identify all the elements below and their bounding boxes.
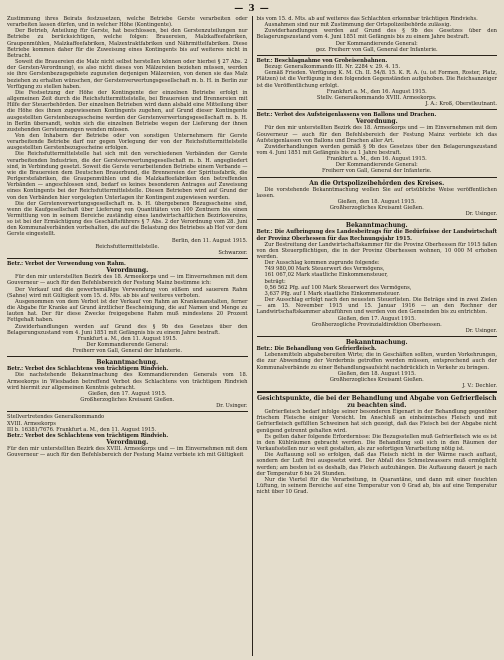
left-text-block: Für den mir unterstellten Bezirk des XVIII. Armeekorps und — im Einvernehmen mit dem Gouverneur — auch für den Befehlsbereich der Festung Mainz verbiete ich mit Gültigkeit bbox=[7, 446, 248, 459]
section-divider bbox=[7, 411, 248, 412]
left-text-block: Stellvertretendes Generalkommando bbox=[7, 414, 105, 421]
right-text-block: beträgt: bbox=[264, 278, 286, 285]
columns bbox=[7, 16, 497, 656]
right-text-block: Verordnung. bbox=[355, 118, 398, 126]
left-column bbox=[7, 16, 252, 656]
section-divider bbox=[257, 219, 498, 220]
left-text-block: Die Reichsfuttermittelstelle hat sich mit den verschiedenen Verbänden der Gerste verarbeitenden Industrien, die der Gersteverwertungsgesellschaft m. b. H. angegliedert sind, in Verbindung gesetzt. Soweit die Gerste verarbeitenden Betriebe einem Verbande — wie die Brauereien dem Deutschen Brauerbund, die Brennereien der Spiritusfabrik, die Perlgerstefabriken, die Graupenmühlen und die Malzkaffeefabriken den betreffenden Verbänden — angeschlossen sind, bedarf es keines besonderen Antrages auf Zuweisung eines Kontingents bei der Reichsfuttermittelstelle. Diesen Betrieben wird auf Grund der von den Verbänden hier vorgelegten Unterlagen ihr Kontingent zugewiesen werden. bbox=[7, 151, 248, 201]
section-divider bbox=[7, 258, 248, 259]
right-text-block: Frankfurt a. M., den 16. August 1915. bbox=[326, 156, 427, 163]
right-text-block: J. V.: Dechler. bbox=[462, 382, 497, 389]
right-text-block: Nur die Viertel für die Verarbeitung, in Quarantäne, und dann mit einer feuchten Lüftung, in seinem Bereiche auf eine Temperatur von 0 Grad ab, bis auf eine Temperatur nicht über 10 Grad. bbox=[256, 476, 497, 496]
left-text-block: Betr.: Verbot des Schlachtens von trächtigem Rindvieh. bbox=[7, 366, 169, 373]
right-text-block: Gießen, den 17. August 1915. bbox=[337, 315, 416, 322]
right-text-block: Gießen, den 18. August 1915. bbox=[337, 198, 416, 205]
left-text-block: Reichsfuttermittelstelle. bbox=[95, 243, 160, 250]
right-text-block: Bekanntmachung. bbox=[345, 222, 408, 230]
section-divider bbox=[257, 177, 498, 178]
left-text-block: Die Festsetzung der Höhe der Kontingente der einzelnen Betriebe erfolgt in allgemeinen Zeit durch die Reichsfuttermittelstelle, bei Brauereien und Brennereien mit Hilfe der Steuerbehörden. Der einzelnen Betrieben wird dann alsbald eine Mitteilung über die Höhe des ihnen zugewiesenen Kontingents zugehen, auf Grund dieser Kontingente ausgestellten Gerstenbezugsscheine werden der Gerstenverwertungsgesellschaft m. b. H. in Berlin übersandt, wohin sich die einzelnen Betriebe wegen der Lieferung der ihnen zustehenden Gerstenmengen wenden müssen. bbox=[7, 89, 248, 133]
right-text-block: Gesichtspunkte, die bei der Behandlung und Abgabe von Gefrierfleisch zu beachten sind. bbox=[257, 395, 497, 410]
left-text-block: Gießen, den 17. August 1915. bbox=[88, 390, 167, 397]
right-text-block: Dr. Usinger. bbox=[465, 327, 497, 334]
right-text-block: Dr. Usinger. bbox=[465, 211, 497, 218]
left-text-block: Der Verkauf und die gewerbsmäßige Verwendung von süßem und sauerem Rahm (Sahne) wird mit Gültigkeit vom 15. d. Mts. ab bis auf weiteres verboten. bbox=[7, 286, 248, 299]
right-text-block: Großherzogliche Provinzialdirektion Oberhessen. bbox=[311, 321, 442, 328]
left-text-block: III b. 16381/7676. Frankfurt a. M., den 11. August 1915. bbox=[7, 426, 157, 433]
right-text-block: Gießen, den 18. August 1915. bbox=[337, 370, 416, 377]
left-text-block: Großherzogliches Kreisamt Gießen. bbox=[80, 397, 175, 404]
right-text-block: Stellv. Generalkommando XVIII. Armeekorps. bbox=[316, 94, 437, 101]
right-text-block: Bezug: Generalkommando III. Nr. 2284 v. 29. 4. 15. bbox=[264, 64, 401, 71]
left-text-block: Bekanntmachung. bbox=[96, 359, 159, 367]
right-text-block: Die vorstehende Bekanntmachung wollen Sie auf ortsübliche Weise veröffentlichen lassen. bbox=[256, 186, 497, 199]
right-text-block: Für den mir unterstellten Bezirk des 18. Armeekorps und — im Einvernehmen mit dem Gouverneur — auch für den Befehlsbereich der Festung Mainz verbiete ich das Aufsteigenlassen von Ballons und Drachen aller Art. bbox=[256, 125, 497, 144]
left-text-block: Für den mir unterstellten Bezirk des 18. Armeekorps und — im Einvernehmen mit dem Gouverneur — auch für den Befehlsbereich der Festung Mainz bestimme ich: bbox=[7, 274, 248, 287]
right-text-block: Freiherr von Gall, General der Infanterie. bbox=[321, 168, 432, 175]
right-text-block: Frankfurt a. M., den 16. August 1915. bbox=[326, 88, 427, 95]
left-text-block: Freiherr von Gall, General der Infanterie. bbox=[72, 348, 182, 355]
right-text-block: Der Ausschlag kommen zugrunde folgende: bbox=[264, 260, 380, 267]
right-text-block: Betr.: Verbot des Aufsteigenlassens von Ballons und Drachen. bbox=[256, 112, 437, 119]
left-text-block: Verordnung. bbox=[106, 439, 149, 446]
right-text-block: gez. Freiherr von Gall, General der Infanterie. bbox=[315, 46, 438, 53]
page-number: — 3 — bbox=[234, 4, 270, 14]
right-text-block: Der Kommandierende General: bbox=[335, 162, 418, 169]
left-text-block: Betr.: Verbot der Verwendung von Rahm. bbox=[7, 261, 126, 268]
right-text-block: Großherzogliches Kreisamt Gießen. bbox=[329, 376, 424, 383]
right-text-block: Gefrierfleisch bedarf infolge seiner besonderen Eigenart in der Behandlung gegenüber frischem Fleische einiger Vorsicht. Im Anschluß an einheimisches Fleisch und mit Gefrierfleisch gefüllten Schweinen hat sich gezeigt, daß das Fleisch bei der Abgabe nicht genügend getrennt gehalten wird. bbox=[256, 409, 497, 434]
right-text-block: 161 067,02 Mark staatliche Einkommensteuer, bbox=[264, 272, 388, 279]
right-text-block: Zuwiderhandlungen werden gemäß § 9b des Gesetzes über den Belagerungszustand vom 4. Juni 1851 mit Gefängnis bis zu 1 Jahre bestraft. bbox=[256, 143, 497, 156]
right-text-block: Ausnahmen sind nur mit Zustimmung der Ortspolizeibehörde zulässig. bbox=[264, 22, 451, 29]
section-divider bbox=[257, 109, 498, 110]
right-text-block: Betr.: Die Behandlung von Gefrierfleisch. bbox=[256, 346, 377, 353]
right-text-block: 0,56 562 Pfg. auf 100 Mark Steuerwert des Vermögens, bbox=[264, 284, 412, 291]
section-divider bbox=[7, 356, 248, 357]
right-text-block: J. A.: Kroß, Oberstleutnant. bbox=[425, 101, 497, 108]
right-text-block: Lebensmitteln abgabebereiten Wirte; die in Geschäften sollten, wurden Vorkehrungen, die zur Abwendung der Verderbnis getroffen werden müssen, entsprechend auch der Kommunalverbände zu einer Behandlungsaufsicht nachdrücklich in Verkehr zu bringen. bbox=[256, 352, 497, 371]
left-text-block: Verordnung. bbox=[106, 267, 149, 275]
left-text-block: Zustimmung ihres Beirats festzusetzen, welche Betriebe Gerste verarbeiten oder verarbeiten lassen dürfen, und in welcher Höhe (Kontingente). bbox=[7, 16, 248, 29]
section-divider bbox=[257, 55, 498, 56]
section-divider bbox=[257, 336, 498, 337]
left-text-block: Ausgenommen von dem Verbot ist der Verkauf von Rahm an Krankenanstalten, ferner die Abgabe für Kranke auf Grund ärztlicher Bescheinigung, die auf Namen und Menge zu lauten hat. Der für diese Zwecke freigegebene Rahm muß mindestens 20 Prozent Fettgehalt haben. bbox=[7, 298, 248, 324]
right-text-block: 3,637 Pfg. auf 1 Mark staatliche Einkommensteuer. bbox=[264, 290, 401, 297]
left-text-block: Die nachstehende Bekanntmachung des Kommandierenden Generals vom 18. Armeekorps in Wiesbaden betreffend Verbot des Schlachtens von trächtigem Rindvieh wird hiermit zur allgemeinen Kenntnis gebracht. bbox=[7, 372, 248, 391]
right-text-block: Der Kommandierende General: bbox=[335, 40, 418, 47]
right-text-block: Die Auftauung soll so erfolgen, daß das Fleisch nicht in der Wärme rasch auftaut, sondern der Luft frei ausgesetzt wird. Der Abfall des Schmelzwassers muß ermöglicht werden; am besten ist es deshalb, das Fleisch aufzuhängen. Die Auftauung dauert je nach der Temperatur 6 bis 24 Stunden. bbox=[256, 452, 497, 477]
left-text-block: Von den Inhabern der Betriebe oder von sonstigen Unternehmern für Gerste verarbeitende Betriebe darf nur gegen Vorlegung der von der Reichsfuttermittelstelle ausgestellten Gerstenbezugsscheine erfolgen. bbox=[7, 132, 248, 152]
right-text-block: Bekanntmachung. bbox=[345, 339, 408, 347]
right-text-block: Es gelten daher folgende Erfordernisse: Die Bezugsstellen muß Gefrierfleisch wie es ist in den Kühlräumen gebracht werden. Die Behandlung soll sich in den Räumen der Verkaufsstellen nur so weit gestalten, als zur sofortigen Verarbeitung nötig ist. bbox=[256, 433, 497, 453]
right-text-block: 749 980,00 Mark Steuerwert des Vermögens, bbox=[264, 266, 385, 273]
left-text-block: XVIII. Armeekorps bbox=[7, 420, 56, 427]
left-text-block: Die der Gerstenverwertungsgesellschaft m. b. H. übergebenen Bezugsscheine sind, wenn die Kaufgesellschaft über Lieferung von Quantitäten von 100 Zentnern bis einen Vermittlung von in seinem Bereiche zuständig eines landwirtschaftlichen Bezirksvereins, so ist bei der Ermächtigung des Geschäftsführers § 7 Abs. 2 der Verordnung vom 28. Juni den Kommunalverbänden vorbehalten, die auf die Belastung des Betriebes ab Hof vor dem Gerste eingestellt. bbox=[7, 200, 248, 238]
left-text-block: Berlin, den 11. August 1915. bbox=[171, 237, 248, 244]
right-text-block: Betr.: Die Aufbringung des Landesbeitrags für die Bedürfnisse der Landwirtschaft der Provinz Oberhessen für das Rechnungsjahr 1915. bbox=[256, 229, 497, 242]
right-column bbox=[252, 16, 498, 656]
right-text-block: Gemäß Frieden. Verfügung K. M. Ch. II. 54/8. 15. K. R. A. (u. ist Formen, Roster, Platz, Plätzen) ist die Verfügung in den folgenden Gegenständen aufgehoben. Die Reichsanzeiger ist die Veröffentlichung erfolgt. bbox=[256, 70, 497, 89]
right-text-block: bis vom 15. d. Mts. ab auf weiteres das Schlachten erkennbar trächtigen Rindviehs. bbox=[256, 16, 478, 22]
right-text-block: Zur Bestreitung der Landwirtschaftskammer für die Provinz Oberhessen für 1915 fallen von den Steuerpflichtigen, die in der Provinz Oberhessen wohnen, 10 000 M erhoben werden. bbox=[256, 241, 497, 260]
section-divider bbox=[257, 391, 498, 393]
right-text-block: Zuwiderhandlungen werden auf Grund des § 9b des Gesetzes über den Belagerungszustand vom 4. Juni 1851 mit Gefängnis bis zu einem Jahre bestraft. bbox=[256, 28, 497, 41]
right-text-block: Der Ausschlag erfolgt nach den neuesten Steuerlisten. Die Beträge sind in zwei Zielen — am 15. November 1915 und 15. Januar 1916 — an den Rechner der Landwirtschaftskammer abzuführen und werden von den Gemeinden bis zu entrichten. bbox=[256, 297, 497, 316]
right-text-block: An die Ortspolizeibehörden des Kreises. bbox=[309, 179, 445, 187]
left-text-block: Schwarzer. bbox=[218, 249, 248, 256]
left-text-block: Soweit die Brauereien die Malz nicht selbst herstellen können oder hierbei § 27 Abs. 2 der Gersten-Verordnung), es also nicht dieses von Mälzereien beziehen müssen, werden sie ihre Gerstenbezugsgebiete zugunsten derjenigen Mälzereien, von denen sie das Malz beziehen zu erhalten wünschen, der Gerstenverwertungsgesellschaft m. b. H. in Berlin zur Verfügung zu stellen haben. bbox=[7, 59, 248, 90]
right-text-block: Betr.: Beschlagnahme von Grobeisenbahnen. bbox=[256, 57, 388, 64]
left-text-block: Zuwiderhandlungen werden auf Grund des § 9b des Gesetzes über den Belagerungszustand vom 4. Juni 1851 mit Gefängnis bis zu einem Jahre bestraft. bbox=[7, 323, 248, 336]
left-text-block: Frankfurt a. M., den 11. August 1915. bbox=[77, 335, 178, 342]
right-text-block: Großherzogliches Kreisamt Gießen. bbox=[329, 205, 424, 212]
left-text-block: Betr.: Verbot des Schlachtens von trächtigem Rindvieh. bbox=[7, 432, 169, 439]
left-text-block: Der Betrieb, Anteilung für Gerste, hat beschlossen, bei den Gerstenzuteilungen nur Betriebe zu berücksichtigen, welche folgen: Brauereien, Malzkaffeefabriken, Graupenmühlen, Malzkaffeefabriken, Malzextraktfabriken und Nährmittelfabriken. Diese Betriebe kommen daher für die Zuweisung eines Kontingents bis auf weiteres nicht in Betracht. bbox=[7, 28, 248, 59]
left-text-block: Dr. Usinger. bbox=[216, 403, 248, 410]
left-text-block: Der Kommandierende General: bbox=[86, 341, 169, 348]
